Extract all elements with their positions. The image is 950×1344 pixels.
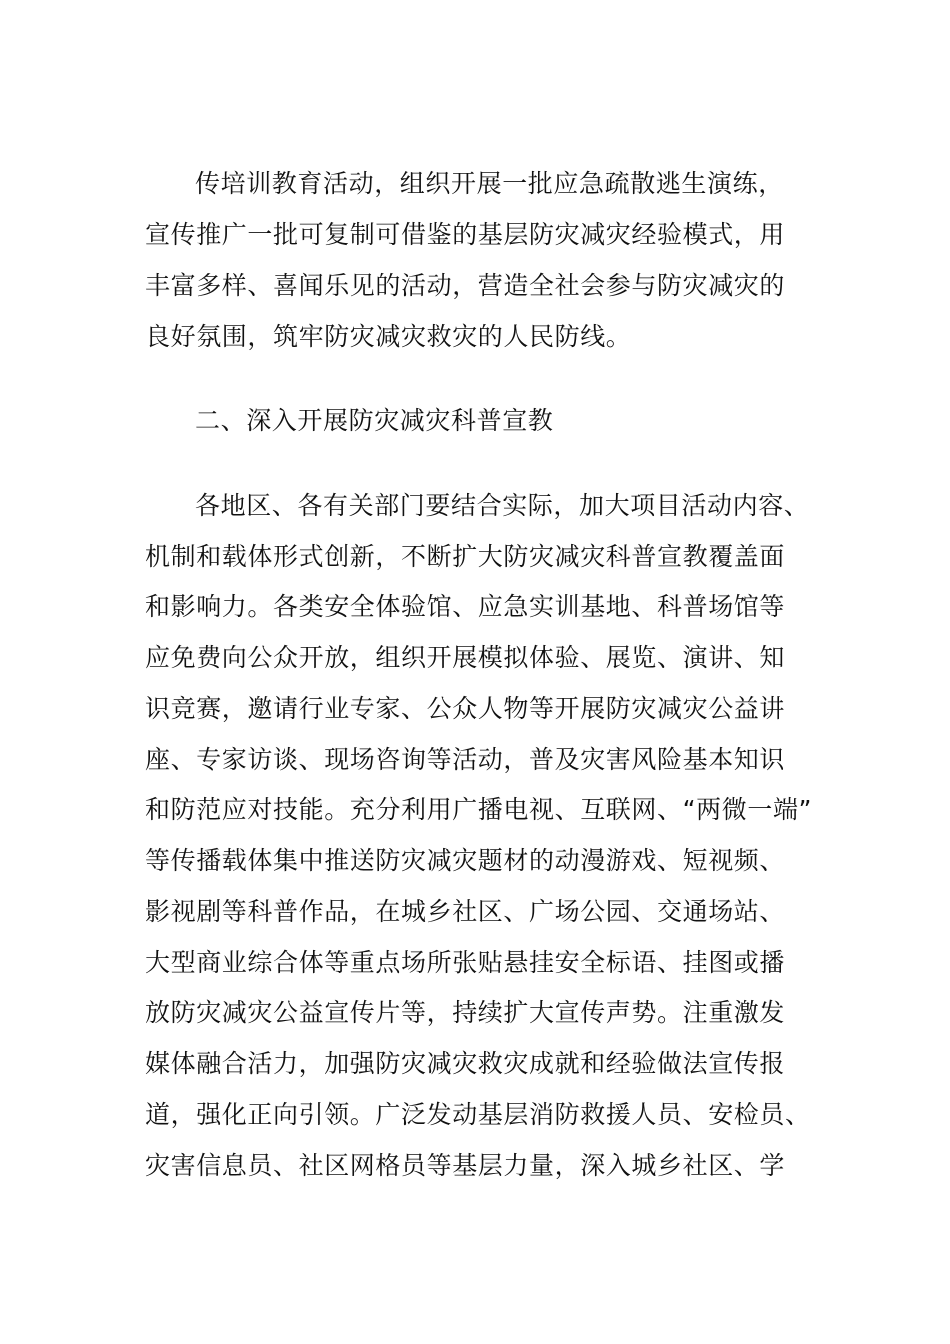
paragraph-2-line-4: 应免费向公众开放，组织开展模拟体验、展览、演讲、知: [145, 643, 786, 672]
paragraph-2-line-11: 放防灾减灾公益宣传片等，持续扩大宣传声势。注重激发: [145, 998, 786, 1027]
paragraph-2-line-3: 和影响力。各类安全体验馆、应急实训基地、科普场馆等: [145, 592, 786, 621]
paragraph-2-line-6: 座、专家访谈、现场咨询等活动，普及灾害风险基本知识: [145, 745, 786, 774]
paragraph-2-line-7: 和防范应对技能。充分利用广播电视、互联网、“两微一端”: [145, 795, 813, 824]
paragraph-1-line-2: 宣传推广一批可复制可借鉴的基层防灾减灾经验模式，用: [145, 220, 786, 249]
paragraph-2-line-1: 各地区、各有关部门要结合实际，加大项目活动内容、: [195, 491, 810, 520]
paragraph-2-line-8: 等传播载体集中推送防灾减灾题材的动漫游戏、短视频、: [145, 846, 786, 875]
paragraph-2-line-2: 机制和载体形式创新，不断扩大防灾减灾科普宣教覆盖面: [145, 542, 786, 571]
paragraph-2-line-12: 媒体融合活力，加强防灾减灾救灾成就和经验做法宣传报: [145, 1049, 786, 1078]
paragraph-2-line-14: 灾害信息员、社区网格员等基层力量，深入城乡社区、学: [145, 1151, 786, 1180]
paragraph-1-line-1: 传培训教育活动，组织开展一批应急疏散逃生演练，: [195, 169, 784, 198]
paragraph-1-line-4: 良好氛围，筑牢防灾减灾救灾的人民防线。: [145, 322, 632, 351]
paragraph-2-line-13: 道，强化正向引领。广泛发动基层消防救援人员、安检员、: [145, 1100, 811, 1129]
paragraph-1-line-3: 丰富多样、喜闻乐见的活动，营造全社会参与防灾减灾的: [145, 271, 786, 300]
section-heading: 二、深入开展防灾减灾科普宣教: [195, 406, 554, 435]
paragraph-2-line-10: 大型商业综合体等重点场所张贴悬挂安全标语、挂图或播: [145, 948, 786, 977]
paragraph-2-line-9: 影视剧等科普作品，在城乡社区、广场公园、交通场站、: [145, 897, 786, 926]
paragraph-2-line-5: 识竞赛，邀请行业专家、公众人物等开展防灾减灾公益讲: [145, 694, 786, 723]
